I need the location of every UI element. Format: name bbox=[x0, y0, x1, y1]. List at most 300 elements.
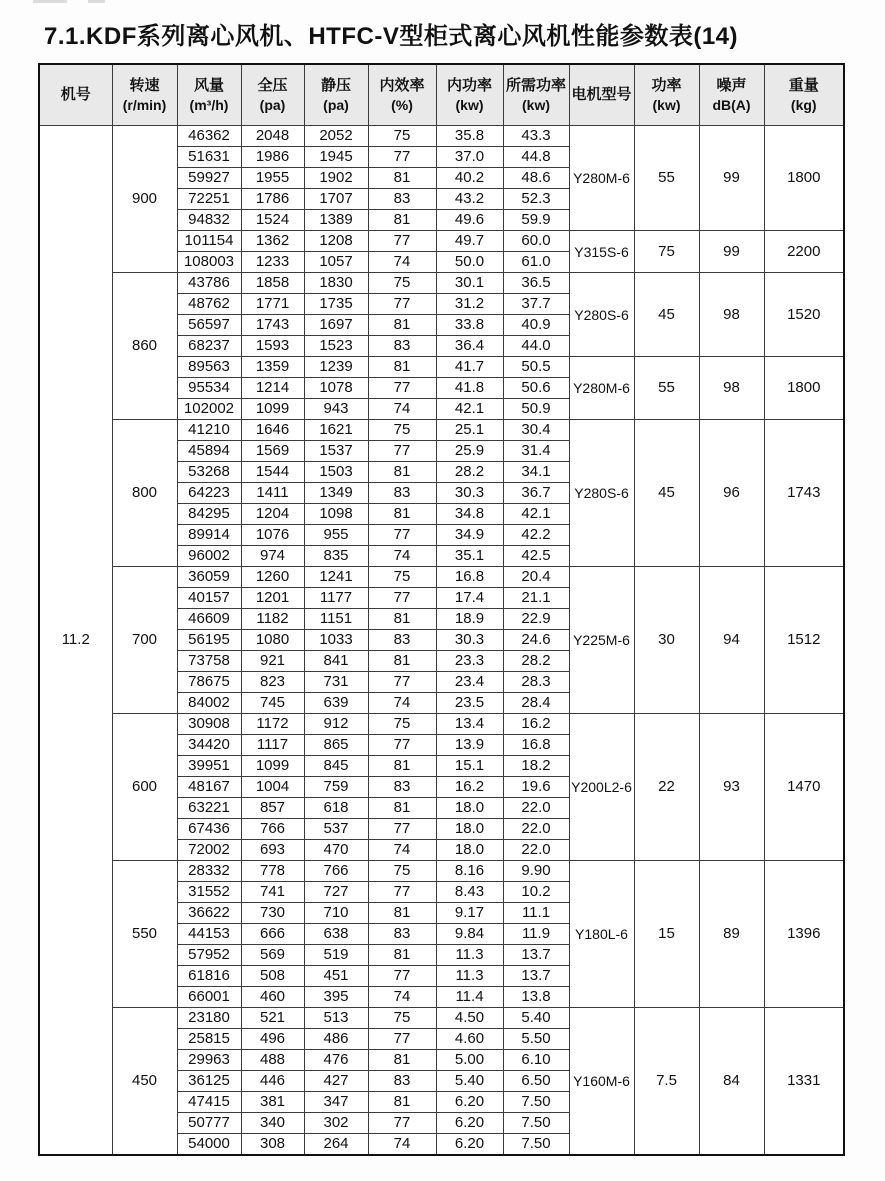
air-volume-cell: 48167 bbox=[177, 777, 241, 798]
column-unit: dB(A) bbox=[712, 96, 751, 113]
air-volume-cell: 36622 bbox=[177, 903, 241, 924]
total-pressure-cell: 2048 bbox=[241, 126, 304, 147]
total-pressure-cell: 1201 bbox=[241, 588, 304, 609]
static-pressure-cell: 1078 bbox=[304, 378, 368, 399]
noise-cell: 84 bbox=[699, 1008, 764, 1156]
internal-power-cell: 31.2 bbox=[436, 294, 503, 315]
required-power-cell: 22.0 bbox=[503, 798, 569, 819]
required-power-cell: 28.4 bbox=[503, 693, 569, 714]
weight-cell: 1470 bbox=[764, 714, 844, 861]
total-pressure-cell: 460 bbox=[241, 987, 304, 1008]
required-power-cell: 22.0 bbox=[503, 840, 569, 861]
internal-power-cell: 5.00 bbox=[436, 1050, 503, 1071]
static-pressure-cell: 2052 bbox=[304, 126, 368, 147]
motor-power-cell: 15 bbox=[634, 861, 699, 1008]
required-power-cell: 11.9 bbox=[503, 924, 569, 945]
required-power-cell: 50.5 bbox=[503, 357, 569, 378]
total-pressure-cell: 1411 bbox=[241, 483, 304, 504]
total-pressure-cell: 1986 bbox=[241, 147, 304, 168]
column-header: 内功率 (kw) bbox=[436, 64, 503, 126]
internal-power-cell: 13.4 bbox=[436, 714, 503, 735]
speed-cell: 860 bbox=[112, 273, 177, 420]
motor-model-cell: Y200L2-6 bbox=[569, 714, 634, 861]
air-volume-cell: 34420 bbox=[177, 735, 241, 756]
efficiency-cell: 81 bbox=[368, 462, 436, 483]
speed-cell: 800 bbox=[112, 420, 177, 567]
fan-performance-table bbox=[38, 63, 845, 1156]
total-pressure-cell: 1593 bbox=[241, 336, 304, 357]
internal-power-cell: 6.20 bbox=[436, 1113, 503, 1134]
total-pressure-cell: 569 bbox=[241, 945, 304, 966]
efficiency-cell: 75 bbox=[368, 714, 436, 735]
weight-cell: 1512 bbox=[764, 567, 844, 714]
column-unit: (kg) bbox=[790, 96, 817, 113]
static-pressure-cell: 943 bbox=[304, 399, 368, 420]
air-volume-cell: 89563 bbox=[177, 357, 241, 378]
total-pressure-cell: 496 bbox=[241, 1029, 304, 1050]
internal-power-cell: 34.9 bbox=[436, 525, 503, 546]
efficiency-cell: 77 bbox=[368, 294, 436, 315]
internal-power-cell: 30.3 bbox=[436, 483, 503, 504]
efficiency-cell: 74 bbox=[368, 840, 436, 861]
internal-power-cell: 23.5 bbox=[436, 693, 503, 714]
efficiency-cell: 77 bbox=[368, 1113, 436, 1134]
total-pressure-cell: 1117 bbox=[241, 735, 304, 756]
column-unit: (m³/h) bbox=[189, 96, 229, 113]
total-pressure-cell: 778 bbox=[241, 861, 304, 882]
efficiency-cell: 83 bbox=[368, 1071, 436, 1092]
air-volume-cell: 31552 bbox=[177, 882, 241, 903]
efficiency-cell: 77 bbox=[368, 735, 436, 756]
column-header: 静压 (pa) bbox=[304, 64, 368, 126]
total-pressure-cell: 1099 bbox=[241, 399, 304, 420]
efficiency-cell: 77 bbox=[368, 441, 436, 462]
efficiency-cell: 81 bbox=[368, 903, 436, 924]
static-pressure-cell: 727 bbox=[304, 882, 368, 903]
internal-power-cell: 34.8 bbox=[436, 504, 503, 525]
static-pressure-cell: 1902 bbox=[304, 168, 368, 189]
required-power-cell: 13.7 bbox=[503, 945, 569, 966]
static-pressure-cell: 537 bbox=[304, 819, 368, 840]
efficiency-cell: 77 bbox=[368, 672, 436, 693]
static-pressure-cell: 1389 bbox=[304, 210, 368, 231]
motor-power-cell: 30 bbox=[634, 567, 699, 714]
static-pressure-cell: 513 bbox=[304, 1008, 368, 1029]
total-pressure-cell: 1099 bbox=[241, 756, 304, 777]
efficiency-cell: 74 bbox=[368, 399, 436, 420]
internal-power-cell: 41.8 bbox=[436, 378, 503, 399]
internal-power-cell: 25.1 bbox=[436, 420, 503, 441]
internal-power-cell: 9.17 bbox=[436, 903, 503, 924]
total-pressure-cell: 741 bbox=[241, 882, 304, 903]
required-power-cell: 40.9 bbox=[503, 315, 569, 336]
air-volume-cell: 53268 bbox=[177, 462, 241, 483]
air-volume-cell: 67436 bbox=[177, 819, 241, 840]
air-volume-cell: 36059 bbox=[177, 567, 241, 588]
table-row bbox=[39, 273, 844, 294]
required-power-cell: 11.1 bbox=[503, 903, 569, 924]
required-power-cell: 42.2 bbox=[503, 525, 569, 546]
internal-power-cell: 8.16 bbox=[436, 861, 503, 882]
required-power-cell: 22.0 bbox=[503, 819, 569, 840]
air-volume-cell: 56597 bbox=[177, 315, 241, 336]
motor-model-cell: Y280M-6 bbox=[569, 357, 634, 420]
required-power-cell: 36.7 bbox=[503, 483, 569, 504]
efficiency-cell: 81 bbox=[368, 756, 436, 777]
required-power-cell: 36.5 bbox=[503, 273, 569, 294]
page-title: 7.1.KDF系列离心风机、HTFC-V型柜式离心风机性能参数表(14) bbox=[44, 23, 739, 50]
static-pressure-cell: 1349 bbox=[304, 483, 368, 504]
noise-cell: 98 bbox=[699, 273, 764, 357]
total-pressure-cell: 1359 bbox=[241, 357, 304, 378]
internal-power-cell: 4.60 bbox=[436, 1029, 503, 1050]
internal-power-cell: 6.20 bbox=[436, 1134, 503, 1156]
scan-artifact bbox=[33, 0, 67, 3]
total-pressure-cell: 1743 bbox=[241, 315, 304, 336]
internal-power-cell: 18.0 bbox=[436, 798, 503, 819]
air-volume-cell: 54000 bbox=[177, 1134, 241, 1156]
static-pressure-cell: 865 bbox=[304, 735, 368, 756]
static-pressure-cell: 1151 bbox=[304, 609, 368, 630]
internal-power-cell: 36.4 bbox=[436, 336, 503, 357]
speed-cell: 700 bbox=[112, 567, 177, 714]
air-volume-cell: 48762 bbox=[177, 294, 241, 315]
scan-artifact bbox=[88, 0, 105, 3]
internal-power-cell: 16.8 bbox=[436, 567, 503, 588]
motor-model-cell: Y280S-6 bbox=[569, 273, 634, 357]
required-power-cell: 13.7 bbox=[503, 966, 569, 987]
internal-power-cell: 49.7 bbox=[436, 231, 503, 252]
motor-power-cell: 7.5 bbox=[634, 1008, 699, 1156]
internal-power-cell: 37.0 bbox=[436, 147, 503, 168]
air-volume-cell: 72002 bbox=[177, 840, 241, 861]
column-unit: (r/min) bbox=[122, 96, 167, 113]
column-unit: (kw) bbox=[455, 96, 484, 113]
static-pressure-cell: 1523 bbox=[304, 336, 368, 357]
total-pressure-cell: 666 bbox=[241, 924, 304, 945]
table-row bbox=[39, 714, 844, 735]
efficiency-cell: 77 bbox=[368, 147, 436, 168]
static-pressure-cell: 1033 bbox=[304, 630, 368, 651]
motor-model-cell: Y280S-6 bbox=[569, 420, 634, 567]
efficiency-cell: 83 bbox=[368, 924, 436, 945]
air-volume-cell: 57952 bbox=[177, 945, 241, 966]
efficiency-cell: 77 bbox=[368, 525, 436, 546]
required-power-cell: 34.1 bbox=[503, 462, 569, 483]
efficiency-cell: 83 bbox=[368, 630, 436, 651]
efficiency-cell: 75 bbox=[368, 420, 436, 441]
air-volume-cell: 84002 bbox=[177, 693, 241, 714]
required-power-cell: 43.3 bbox=[503, 126, 569, 147]
static-pressure-cell: 639 bbox=[304, 693, 368, 714]
air-volume-cell: 78675 bbox=[177, 672, 241, 693]
efficiency-cell: 77 bbox=[368, 882, 436, 903]
efficiency-cell: 81 bbox=[368, 609, 436, 630]
static-pressure-cell: 1830 bbox=[304, 273, 368, 294]
total-pressure-cell: 1080 bbox=[241, 630, 304, 651]
motor-power-cell: 55 bbox=[634, 357, 699, 420]
internal-power-cell: 41.7 bbox=[436, 357, 503, 378]
internal-power-cell: 49.6 bbox=[436, 210, 503, 231]
internal-power-cell: 18.9 bbox=[436, 609, 503, 630]
internal-power-cell: 42.1 bbox=[436, 399, 503, 420]
total-pressure-cell: 1955 bbox=[241, 168, 304, 189]
internal-power-cell: 11.3 bbox=[436, 945, 503, 966]
static-pressure-cell: 1503 bbox=[304, 462, 368, 483]
column-unit: (kw) bbox=[652, 96, 681, 113]
column-unit: (%) bbox=[391, 96, 413, 113]
required-power-cell: 50.9 bbox=[503, 399, 569, 420]
total-pressure-cell: 1076 bbox=[241, 525, 304, 546]
noise-cell: 99 bbox=[699, 126, 764, 231]
internal-power-cell: 28.2 bbox=[436, 462, 503, 483]
internal-power-cell: 6.20 bbox=[436, 1092, 503, 1113]
speed-cell: 550 bbox=[112, 861, 177, 1008]
internal-power-cell: 30.3 bbox=[436, 630, 503, 651]
weight-cell: 1331 bbox=[764, 1008, 844, 1156]
total-pressure-cell: 446 bbox=[241, 1071, 304, 1092]
efficiency-cell: 77 bbox=[368, 1029, 436, 1050]
efficiency-cell: 74 bbox=[368, 546, 436, 567]
required-power-cell: 13.8 bbox=[503, 987, 569, 1008]
noise-cell: 94 bbox=[699, 567, 764, 714]
table-row bbox=[39, 1008, 844, 1029]
internal-power-cell: 35.8 bbox=[436, 126, 503, 147]
total-pressure-cell: 488 bbox=[241, 1050, 304, 1071]
motor-power-cell: 75 bbox=[634, 231, 699, 273]
total-pressure-cell: 1524 bbox=[241, 210, 304, 231]
weight-cell: 1520 bbox=[764, 273, 844, 357]
required-power-cell: 61.0 bbox=[503, 252, 569, 273]
static-pressure-cell: 1621 bbox=[304, 420, 368, 441]
column-header: 功率 (kw) bbox=[634, 64, 699, 126]
required-power-cell: 48.6 bbox=[503, 168, 569, 189]
column-header: 转速 (r/min) bbox=[112, 64, 177, 126]
total-pressure-cell: 693 bbox=[241, 840, 304, 861]
required-power-cell: 10.2 bbox=[503, 882, 569, 903]
static-pressure-cell: 451 bbox=[304, 966, 368, 987]
efficiency-cell: 83 bbox=[368, 777, 436, 798]
column-header: 噪声 dB(A) bbox=[699, 64, 764, 126]
motor-power-cell: 45 bbox=[634, 273, 699, 357]
static-pressure-cell: 1239 bbox=[304, 357, 368, 378]
static-pressure-cell: 519 bbox=[304, 945, 368, 966]
total-pressure-cell: 1260 bbox=[241, 567, 304, 588]
efficiency-cell: 77 bbox=[368, 588, 436, 609]
static-pressure-cell: 427 bbox=[304, 1071, 368, 1092]
required-power-cell: 7.50 bbox=[503, 1113, 569, 1134]
static-pressure-cell: 347 bbox=[304, 1092, 368, 1113]
air-volume-cell: 61816 bbox=[177, 966, 241, 987]
internal-power-cell: 8.43 bbox=[436, 882, 503, 903]
total-pressure-cell: 857 bbox=[241, 798, 304, 819]
air-volume-cell: 23180 bbox=[177, 1008, 241, 1029]
internal-power-cell: 40.2 bbox=[436, 168, 503, 189]
efficiency-cell: 74 bbox=[368, 1134, 436, 1156]
efficiency-cell: 77 bbox=[368, 819, 436, 840]
efficiency-cell: 83 bbox=[368, 189, 436, 210]
required-power-cell: 44.0 bbox=[503, 336, 569, 357]
motor-model-cell: Y160M-6 bbox=[569, 1008, 634, 1156]
internal-power-cell: 23.4 bbox=[436, 672, 503, 693]
internal-power-cell: 11.3 bbox=[436, 966, 503, 987]
total-pressure-cell: 1569 bbox=[241, 441, 304, 462]
column-header: 所需功率 (kw) bbox=[503, 64, 569, 126]
static-pressure-cell: 476 bbox=[304, 1050, 368, 1071]
total-pressure-cell: 1646 bbox=[241, 420, 304, 441]
efficiency-cell: 81 bbox=[368, 504, 436, 525]
air-volume-cell: 45894 bbox=[177, 441, 241, 462]
total-pressure-cell: 1004 bbox=[241, 777, 304, 798]
air-volume-cell: 25815 bbox=[177, 1029, 241, 1050]
internal-power-cell: 11.4 bbox=[436, 987, 503, 1008]
total-pressure-cell: 308 bbox=[241, 1134, 304, 1156]
internal-power-cell: 15.1 bbox=[436, 756, 503, 777]
total-pressure-cell: 766 bbox=[241, 819, 304, 840]
required-power-cell: 16.2 bbox=[503, 714, 569, 735]
internal-power-cell: 23.3 bbox=[436, 651, 503, 672]
motor-model-cell: Y180L-6 bbox=[569, 861, 634, 1008]
column-unit: (pa) bbox=[323, 96, 349, 113]
internal-power-cell: 18.0 bbox=[436, 840, 503, 861]
static-pressure-cell: 710 bbox=[304, 903, 368, 924]
air-volume-cell: 46609 bbox=[177, 609, 241, 630]
total-pressure-cell: 823 bbox=[241, 672, 304, 693]
required-power-cell: 7.50 bbox=[503, 1092, 569, 1113]
internal-power-cell: 18.0 bbox=[436, 819, 503, 840]
total-pressure-cell: 730 bbox=[241, 903, 304, 924]
air-volume-cell: 63221 bbox=[177, 798, 241, 819]
column-header: 风量 (m³/h) bbox=[177, 64, 241, 126]
static-pressure-cell: 302 bbox=[304, 1113, 368, 1134]
air-volume-cell: 39951 bbox=[177, 756, 241, 777]
air-volume-cell: 72251 bbox=[177, 189, 241, 210]
efficiency-cell: 81 bbox=[368, 945, 436, 966]
total-pressure-cell: 1214 bbox=[241, 378, 304, 399]
static-pressure-cell: 1707 bbox=[304, 189, 368, 210]
required-power-cell: 22.9 bbox=[503, 609, 569, 630]
motor-power-cell: 55 bbox=[634, 126, 699, 231]
table-row bbox=[39, 567, 844, 588]
total-pressure-cell: 974 bbox=[241, 546, 304, 567]
machine-no-cell: 11.2 bbox=[39, 126, 112, 1156]
internal-power-cell: 50.0 bbox=[436, 252, 503, 273]
air-volume-cell: 102002 bbox=[177, 399, 241, 420]
efficiency-cell: 77 bbox=[368, 966, 436, 987]
static-pressure-cell: 486 bbox=[304, 1029, 368, 1050]
total-pressure-cell: 1771 bbox=[241, 294, 304, 315]
table-header bbox=[39, 64, 844, 126]
required-power-cell: 21.1 bbox=[503, 588, 569, 609]
air-volume-cell: 50777 bbox=[177, 1113, 241, 1134]
motor-power-cell: 45 bbox=[634, 420, 699, 567]
required-power-cell: 37.7 bbox=[503, 294, 569, 315]
efficiency-cell: 74 bbox=[368, 252, 436, 273]
speed-cell: 450 bbox=[112, 1008, 177, 1156]
total-pressure-cell: 921 bbox=[241, 651, 304, 672]
weight-cell: 1800 bbox=[764, 357, 844, 420]
internal-power-cell: 33.8 bbox=[436, 315, 503, 336]
weight-cell: 1800 bbox=[764, 126, 844, 231]
total-pressure-cell: 1233 bbox=[241, 252, 304, 273]
internal-power-cell: 9.84 bbox=[436, 924, 503, 945]
static-pressure-cell: 1945 bbox=[304, 147, 368, 168]
air-volume-cell: 101154 bbox=[177, 231, 241, 252]
static-pressure-cell: 955 bbox=[304, 525, 368, 546]
air-volume-cell: 64223 bbox=[177, 483, 241, 504]
required-power-cell: 31.4 bbox=[503, 441, 569, 462]
internal-power-cell: 30.1 bbox=[436, 273, 503, 294]
total-pressure-cell: 745 bbox=[241, 693, 304, 714]
air-volume-cell: 73758 bbox=[177, 651, 241, 672]
efficiency-cell: 75 bbox=[368, 567, 436, 588]
column-header: 重量 (kg) bbox=[764, 64, 844, 126]
air-volume-cell: 96002 bbox=[177, 546, 241, 567]
static-pressure-cell: 759 bbox=[304, 777, 368, 798]
required-power-cell: 7.50 bbox=[503, 1134, 569, 1156]
static-pressure-cell: 470 bbox=[304, 840, 368, 861]
air-volume-cell: 51631 bbox=[177, 147, 241, 168]
internal-power-cell: 5.40 bbox=[436, 1071, 503, 1092]
required-power-cell: 28.3 bbox=[503, 672, 569, 693]
air-volume-cell: 36125 bbox=[177, 1071, 241, 1092]
efficiency-cell: 83 bbox=[368, 483, 436, 504]
table-row bbox=[39, 420, 844, 441]
required-power-cell: 42.1 bbox=[503, 504, 569, 525]
required-power-cell: 19.6 bbox=[503, 777, 569, 798]
total-pressure-cell: 340 bbox=[241, 1113, 304, 1134]
column-unit: (pa) bbox=[259, 96, 286, 113]
static-pressure-cell: 835 bbox=[304, 546, 368, 567]
internal-power-cell: 4.50 bbox=[436, 1008, 503, 1029]
air-volume-cell: 68237 bbox=[177, 336, 241, 357]
air-volume-cell: 40157 bbox=[177, 588, 241, 609]
required-power-cell: 5.40 bbox=[503, 1008, 569, 1029]
required-power-cell: 5.50 bbox=[503, 1029, 569, 1050]
static-pressure-cell: 1537 bbox=[304, 441, 368, 462]
motor-model-cell: Y315S-6 bbox=[569, 231, 634, 273]
static-pressure-cell: 638 bbox=[304, 924, 368, 945]
air-volume-cell: 44153 bbox=[177, 924, 241, 945]
required-power-cell: 60.0 bbox=[503, 231, 569, 252]
total-pressure-cell: 1544 bbox=[241, 462, 304, 483]
noise-cell: 93 bbox=[699, 714, 764, 861]
required-power-cell: 18.2 bbox=[503, 756, 569, 777]
internal-power-cell: 17.4 bbox=[436, 588, 503, 609]
air-volume-cell: 66001 bbox=[177, 987, 241, 1008]
efficiency-cell: 77 bbox=[368, 378, 436, 399]
air-volume-cell: 89914 bbox=[177, 525, 241, 546]
column-header: 电机型号 bbox=[569, 64, 634, 126]
internal-power-cell: 35.1 bbox=[436, 546, 503, 567]
total-pressure-cell: 1362 bbox=[241, 231, 304, 252]
air-volume-cell: 59927 bbox=[177, 168, 241, 189]
static-pressure-cell: 618 bbox=[304, 798, 368, 819]
total-pressure-cell: 381 bbox=[241, 1092, 304, 1113]
column-header: 机号 bbox=[39, 64, 112, 126]
air-volume-cell: 29963 bbox=[177, 1050, 241, 1071]
required-power-cell: 42.5 bbox=[503, 546, 569, 567]
table-row bbox=[39, 861, 844, 882]
efficiency-cell: 75 bbox=[368, 273, 436, 294]
speed-cell: 600 bbox=[112, 714, 177, 861]
required-power-cell: 20.4 bbox=[503, 567, 569, 588]
efficiency-cell: 81 bbox=[368, 168, 436, 189]
column-unit: (kw) bbox=[522, 96, 550, 113]
total-pressure-cell: 1204 bbox=[241, 504, 304, 525]
efficiency-cell: 77 bbox=[368, 231, 436, 252]
air-volume-cell: 95534 bbox=[177, 378, 241, 399]
